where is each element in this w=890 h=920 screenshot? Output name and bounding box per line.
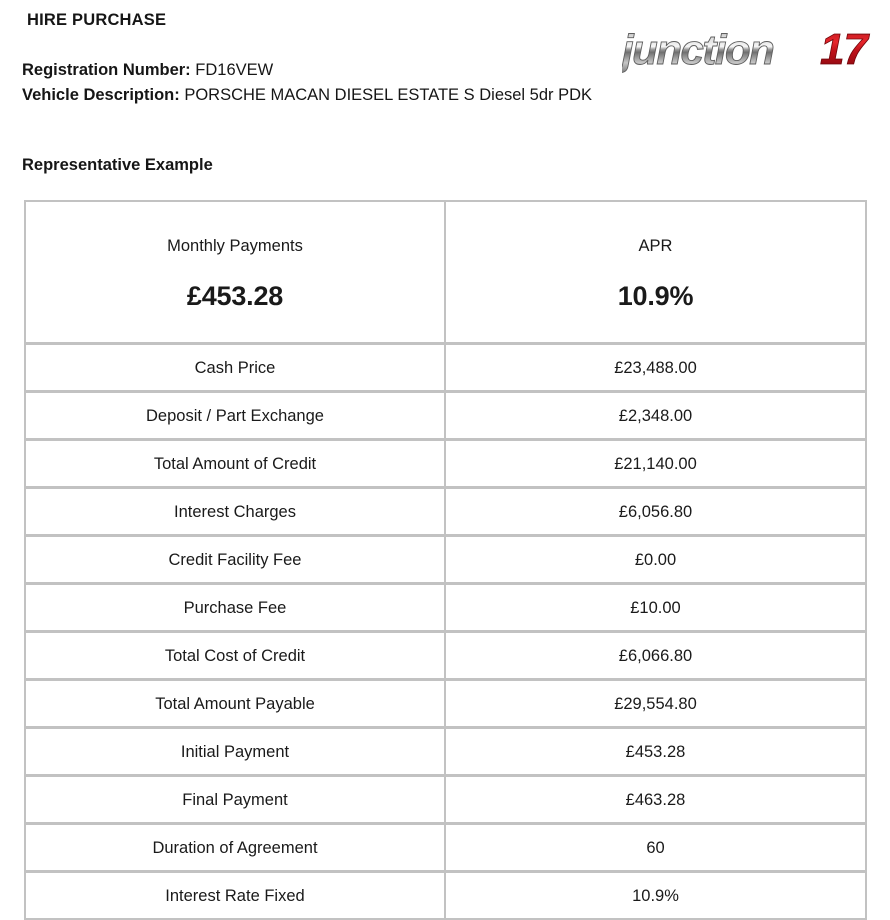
apr-value: 10.9% [617, 281, 694, 311]
row-value: £21,140.00 [445, 440, 866, 488]
row-value: £23,488.00 [445, 344, 866, 392]
row-value: £6,056.80 [445, 488, 866, 536]
row-value: £2,348.00 [445, 392, 866, 440]
row-label: Total Amount of Credit [25, 440, 445, 488]
apr-label: APR [638, 237, 673, 255]
table-row [25, 536, 866, 584]
registration-label: Registration Number: [22, 61, 191, 79]
row-value: 10.9% [445, 872, 866, 920]
junction-17-logo [622, 24, 872, 76]
table-row [25, 488, 866, 536]
table-row [25, 728, 866, 776]
description-value: PORSCHE MACAN DIESEL ESTATE S Diesel 5dr PDK [184, 86, 593, 104]
logo-wordmark-text: junction [622, 26, 774, 73]
row-value: £10.00 [445, 584, 866, 632]
row-value: £29,554.80 [445, 680, 866, 728]
row-label: Interest Charges [25, 488, 445, 536]
row-label: Credit Facility Fee [25, 536, 445, 584]
row-value: £463.28 [445, 776, 866, 824]
row-label: Purchase Fee [25, 584, 445, 632]
table-row [25, 392, 866, 440]
row-label: Duration of Agreement [25, 824, 445, 872]
representative-example-table [24, 200, 867, 920]
summary-row [25, 201, 866, 344]
table-row [25, 632, 866, 680]
description-line [22, 83, 622, 108]
table-body [25, 201, 866, 919]
row-label: Total Cost of Credit [25, 632, 445, 680]
row-label: Interest Rate Fixed [25, 872, 445, 920]
row-value: £6,066.80 [445, 632, 866, 680]
table-row [25, 680, 866, 728]
monthly-payments-value: £453.28 [186, 281, 284, 311]
vehicle-details [22, 58, 622, 108]
registration-value: FD16VEW [195, 61, 274, 79]
table-row [25, 584, 866, 632]
document-header [0, 0, 890, 196]
page-title: HIRE PURCHASE [27, 11, 167, 29]
row-value: £453.28 [445, 728, 866, 776]
table-row [25, 872, 866, 920]
table-row [25, 824, 866, 872]
row-label: Deposit / Part Exchange [25, 392, 445, 440]
section-heading: Representative Example [22, 156, 213, 174]
row-value: £0.00 [445, 536, 866, 584]
table-row [25, 440, 866, 488]
logo-number-text: 17 [820, 25, 867, 74]
row-value: 60 [445, 824, 866, 872]
row-label: Final Payment [25, 776, 445, 824]
monthly-payments-cell [25, 201, 445, 344]
row-label: Cash Price [25, 344, 445, 392]
monthly-payments-label: Monthly Payments [167, 237, 303, 255]
description-label: Vehicle Description: [22, 86, 180, 104]
table-row [25, 776, 866, 824]
apr-cell [445, 201, 866, 344]
row-label: Total Amount Payable [25, 680, 445, 728]
table-row [25, 344, 866, 392]
row-label: Initial Payment [25, 728, 445, 776]
registration-line [22, 58, 622, 83]
